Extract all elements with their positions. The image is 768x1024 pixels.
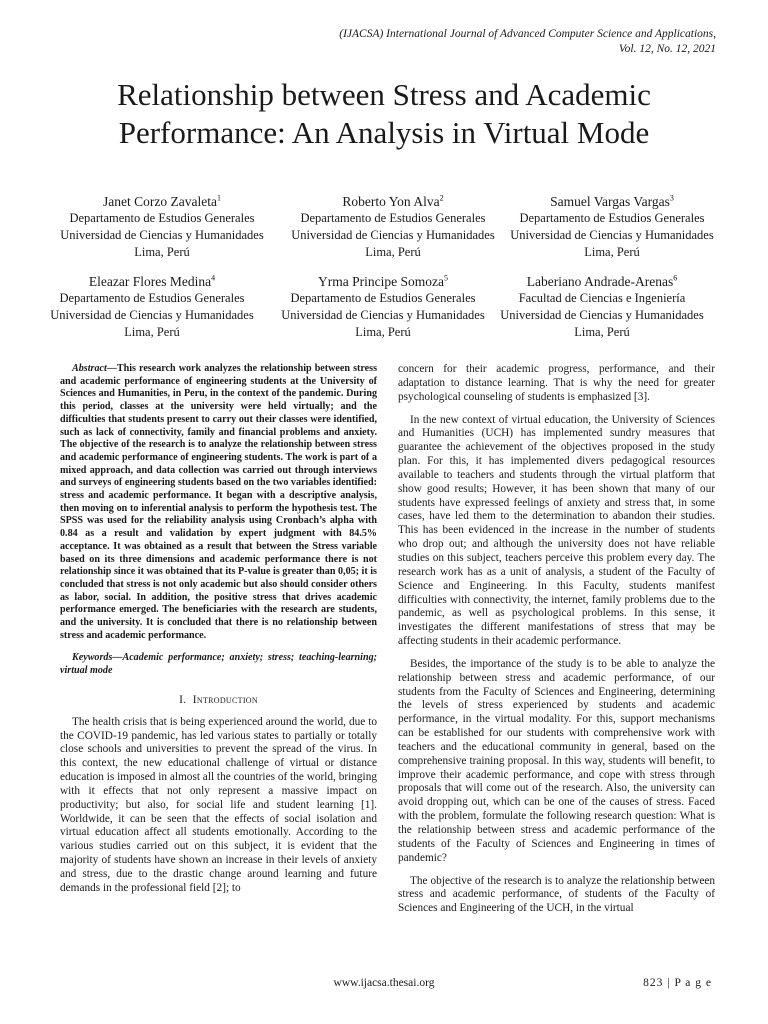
right-column xyxy=(398,363,715,925)
section-number: I. xyxy=(179,693,187,706)
author-city: Lima, Perú xyxy=(355,325,411,339)
journal-volume: Vol. 12, No. 12, 2021 xyxy=(618,43,716,55)
paragraph: The objective of the research is to analyze the relationship between stress and academic performance, of students of the Faculty of Sciences and Engineering of the UCH, in the virtual xyxy=(398,874,715,915)
keywords xyxy=(60,652,377,677)
footer-url[interactable]: www.ijacsa.thesai.org xyxy=(333,977,435,989)
author-sup: 2 xyxy=(439,193,444,203)
author-univ: Universidad de Ciencias y Humanidades xyxy=(510,228,714,242)
abstract-dash: — xyxy=(106,363,117,374)
author-univ: Universidad de Ciencias y Humanidades xyxy=(291,228,495,242)
keywords-label: Keywords xyxy=(72,652,113,664)
journal-header xyxy=(76,27,716,57)
author-sup: 1 xyxy=(216,193,221,203)
left-column xyxy=(60,363,377,905)
author-1 xyxy=(47,193,277,261)
author-name: Yrma Principe Somoza xyxy=(318,274,444,289)
author-2 xyxy=(278,193,508,261)
author-city: Lima, Perú xyxy=(574,325,630,339)
keywords-text: Academic performance; anxiety; stress; teaching-learning; virtual mode xyxy=(60,652,377,677)
author-6 xyxy=(487,273,717,341)
paper-title xyxy=(40,76,728,152)
author-univ: Universidad de Ciencias y Humanidades xyxy=(500,308,704,322)
author-dept: Departamento de Estudios Generales xyxy=(519,211,705,225)
author-sup: 6 xyxy=(673,273,678,283)
abstract-label: Abstract xyxy=(72,363,107,374)
section-title: Introduction xyxy=(192,693,258,706)
author-name: Laberiano Andrade-Arenas xyxy=(526,274,674,289)
author-name: Samuel Vargas Vargas xyxy=(550,194,670,209)
author-city: Lima, Perú xyxy=(134,245,190,259)
keywords-dash: — xyxy=(112,652,123,664)
abstract xyxy=(60,363,377,642)
author-sup: 4 xyxy=(211,273,216,283)
author-univ: Universidad de Ciencias y Humanidades xyxy=(60,228,264,242)
author-sup: 3 xyxy=(669,193,674,203)
title-line-2: Performance: An Analysis in Virtual Mode xyxy=(118,115,650,150)
paragraph: In the new context of virtual education, the University of Sciences and Humanities (UCH) has implemented sundry measures that guarantee the achievement of the objectives proposed in the study plan. For this, it has implemented divers pedagogical resources available to teachers and students through the virtual platform that show good results; However, it has been shown that many of our students have expressed feelings of anxiety and stress that, in some cases, have led them to the determination to abandon their studies. This has been evidenced in the increase in the number of students who drop out; and although the university does not have reliable studies on this subject, teachers perceive this problem every day. The research work has as a unit of analysis, a student of the Faculty of Science and Engineering. In this Faculty, students manifest difficulties with connectivity, the internet, family problems due to the pandemic, as well as psychological problems. In this sense, it investigates the different manifestations of stress that may be affecting students in their academic performance. xyxy=(398,413,715,648)
paragraph: The health crisis that is being experienced around the world, due to the COVID-19 pandemic, has led various states to partially or totally close schools and universities to prevent the spread of the virus. In this context, the new educational challenge of virtual or distance education is imposed in almost all the countries of the world, bringing with it effects that not only represent a massive impact on productivity; but also, for social life and student learning [1]. Worldwide, it can be seen that the effects of social isolation and virtual education affect all students emotionally. According to the various studies carried out on this subject, it is evident that the majority of students have shown an increase in their levels of anxiety and stress, due to the drastic change around learning and future demands in the professional field [2]; to xyxy=(60,715,377,894)
author-univ: Universidad de Ciencias y Humanidades xyxy=(281,308,485,322)
author-dept: Departamento de Estudios Generales xyxy=(290,291,476,305)
abstract-text: This research work analyzes the relationship between stress and academic performance of engineering students at the University of Sciences and Humanities, in Peru, in the context of the pandemic. During this period, classes at the university were held virtually; and the difficulties that students present to carry out their classes were identified, such as lack of connectivity, family and financial problems and anxiety. The objective of the research is to analyze the relationship between stress and academic performance of engineering students. The work is part of a mixed approach, and data collection was carried out through interviews and surveys of engineering students based on the two variables identified: stress and academic performance. It began with a descriptive analysis, then moving on to inferential analysis to perform the hypothesis test. The SPSS was used for the reliability analysis using Cronbach’s alpha with 0.84 as a result and validation by expert judgment with 84.5% acceptance. It was obtained as a result that between the Stress variable based on its three dimensions and academic performance there is not relationship since it was obtained that its P-value is greater than 0,05; it is concluded that stress is not only academic but also should consider others as labor, social. In addition, the positive stress that drives academic performance emerged. The beneficiaries with the research are students, and the university. It is concluded that there is no relationship between stress and academic performance. xyxy=(60,363,377,641)
author-name: Eleazar Flores Medina xyxy=(88,274,212,289)
page-number: 823 | P a g e xyxy=(643,977,712,989)
author-5 xyxy=(268,273,498,341)
author-name: Janet Corzo Zavaleta xyxy=(103,194,217,209)
author-3 xyxy=(497,193,727,261)
author-city: Lima, Perú xyxy=(124,325,180,339)
paragraph: concern for their academic progress, performance, and their adaptation to distance learning. That is why the need for greater psychological counseling of students is emphasized [3]. xyxy=(398,363,715,403)
paragraph: Besides, the importance of the study is to be able to analyze the relationship between stress and academic performance, of our students from the Faculty of Sciences and Engineering, determining the levels of stress experienced by students and academic performance, in the virtual modality. For this, support mechanisms can be established for our students with comprehensive work with teachers and the educational community in general, based on the comprehensive training proposal. In this way, students will benefit, to improve their academic performance, and cope with stress through proposals that will come out of the research. Also, the university can avoid dropping out, which can be one of the causes of stress. Faced with the problem, formulate the following research question: What is the relationship between stress and academic performance of the students of the Faculty of Sciences and Engineering in times of pandemic? xyxy=(398,657,715,864)
author-name: Roberto Yon Alva xyxy=(342,194,440,209)
author-dept: Departamento de Estudios Generales xyxy=(69,211,255,225)
author-city: Lima, Perú xyxy=(365,245,421,259)
author-dept: Departamento de Estudios Generales xyxy=(59,291,245,305)
title-line-1: Relationship between Stress and Academic xyxy=(117,77,651,112)
author-city: Lima, Perú xyxy=(584,245,640,259)
author-4 xyxy=(37,273,267,341)
author-sup: 5 xyxy=(443,273,448,283)
author-dept: Departamento de Estudios Generales xyxy=(300,211,486,225)
author-dept: Facultad de Ciencias e Ingeniería xyxy=(518,291,686,305)
journal-name: (IJACSA) International Journal of Advanced Computer Science and Applications, xyxy=(339,28,716,40)
author-univ: Universidad de Ciencias y Humanidades xyxy=(50,308,254,322)
section-heading xyxy=(60,694,377,708)
